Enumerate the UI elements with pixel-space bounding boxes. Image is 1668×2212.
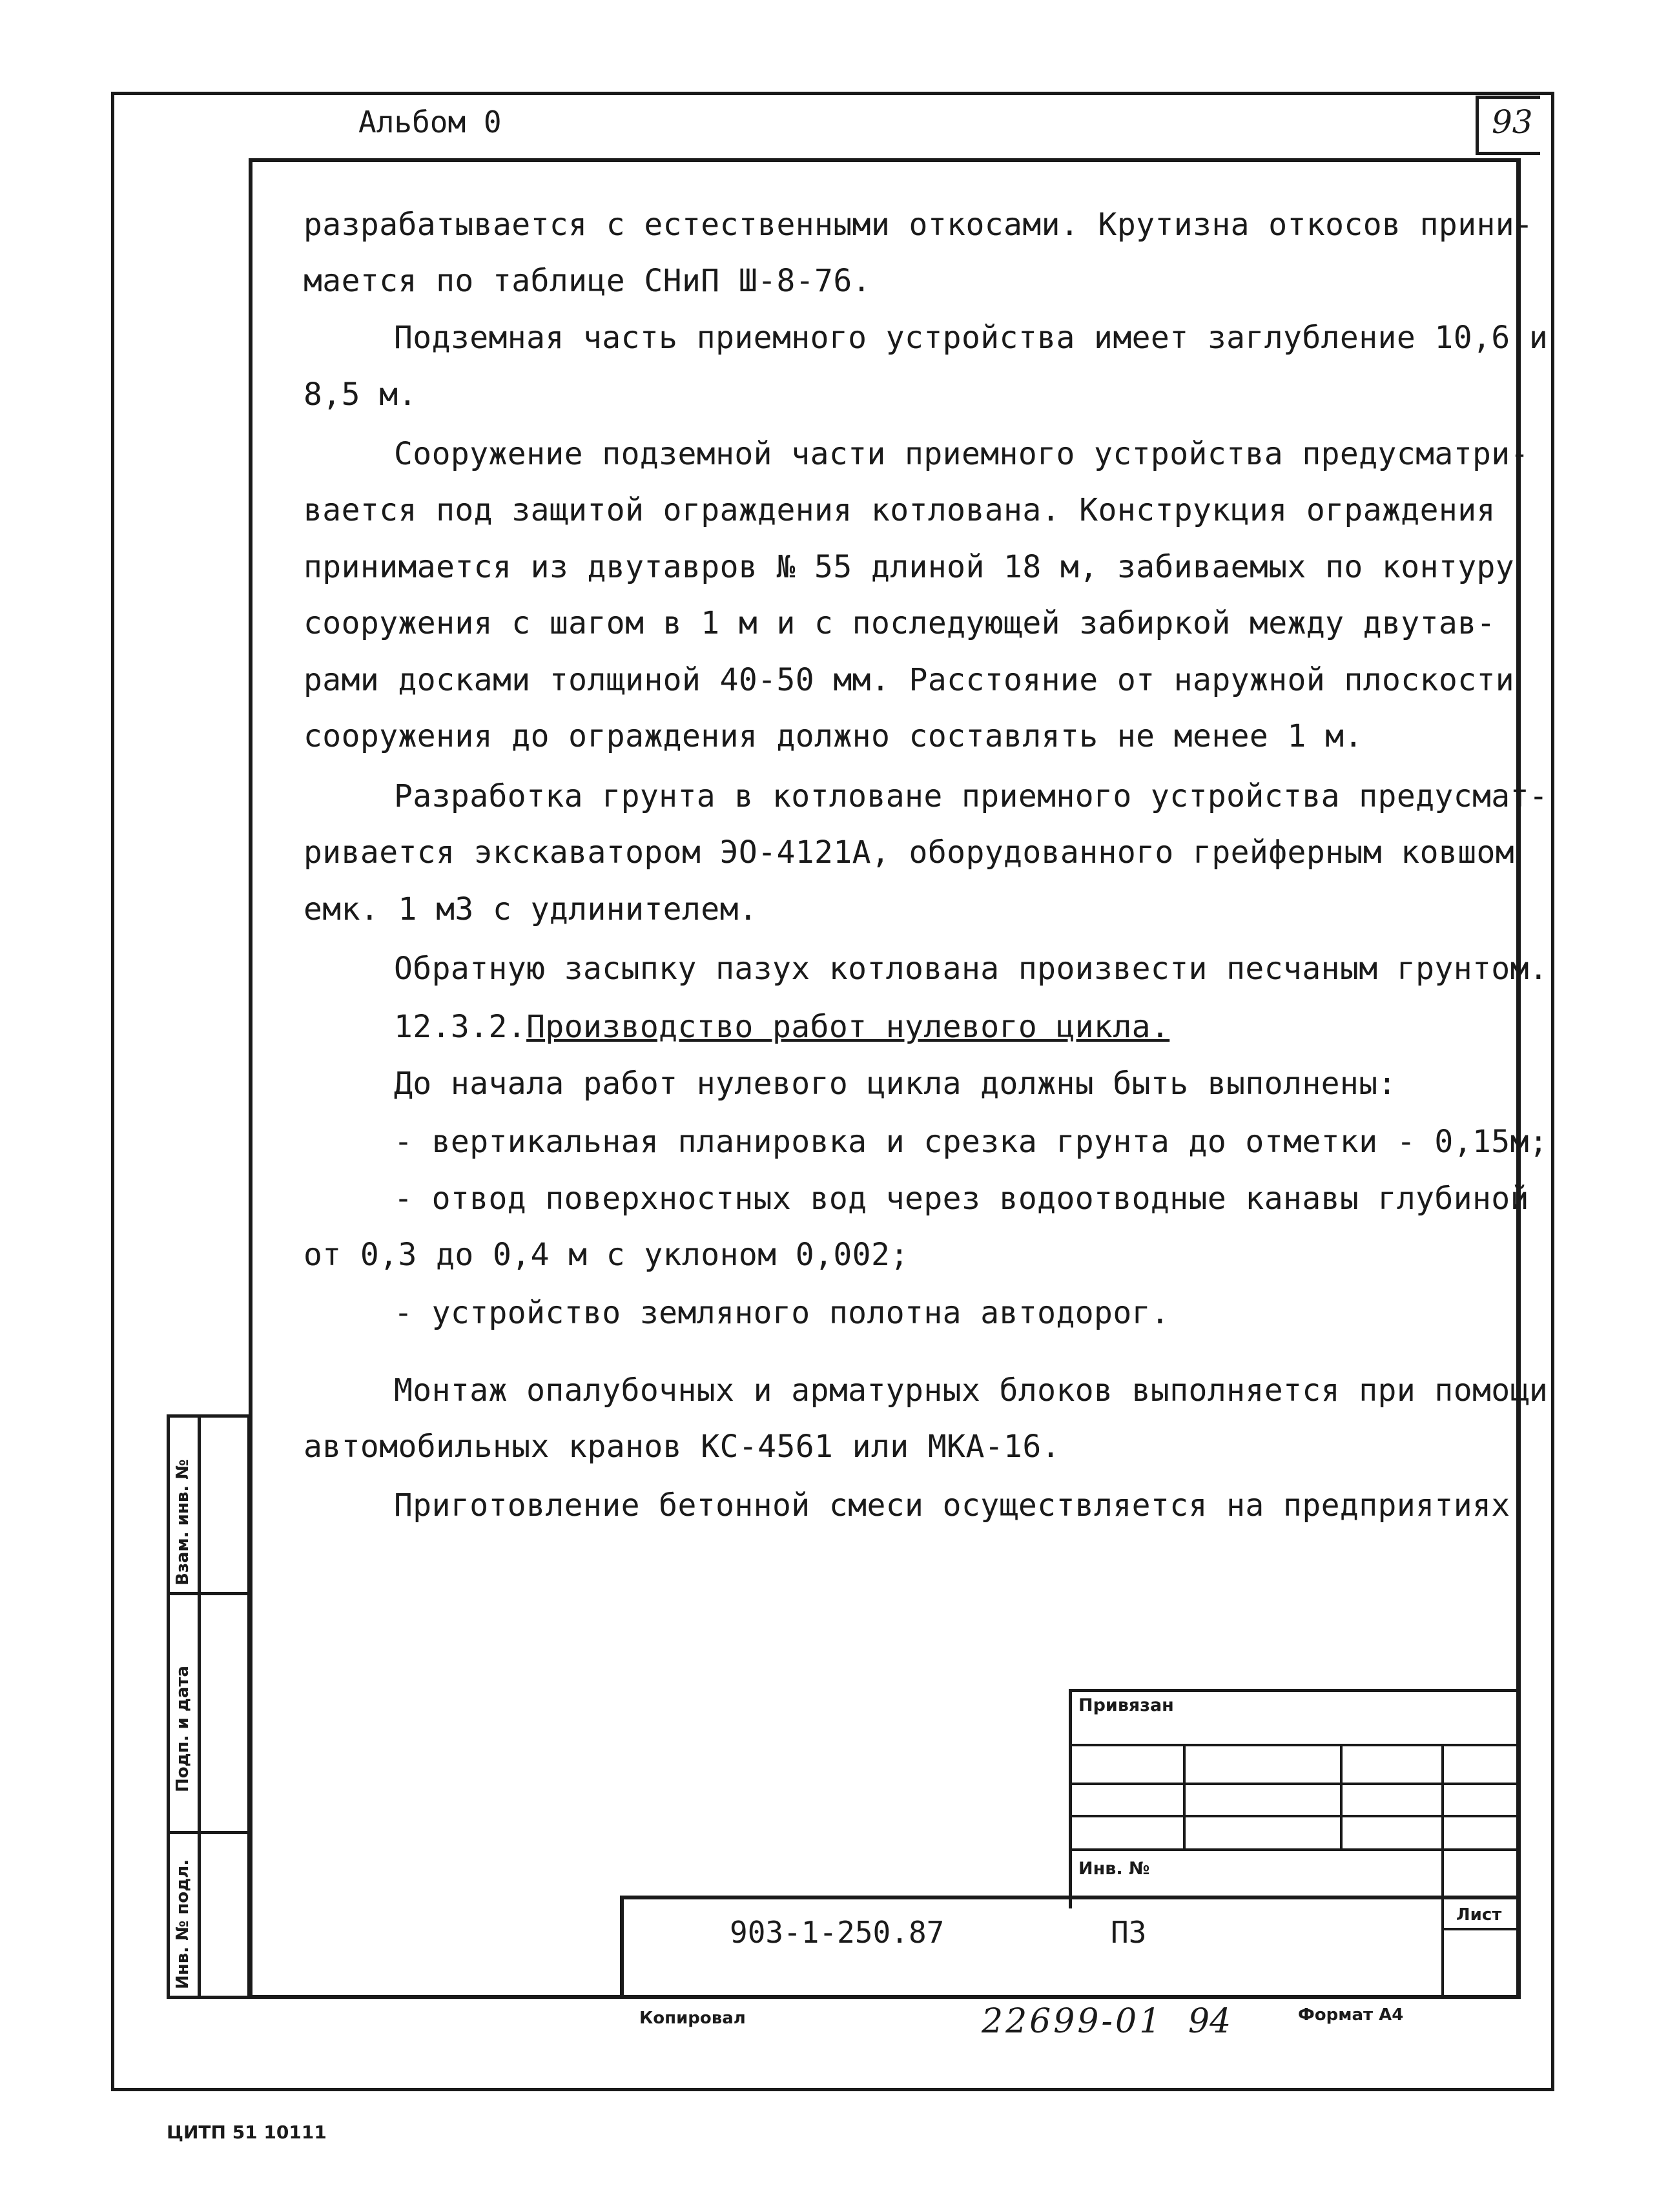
vzam-inv-label: Взам. инв. № bbox=[173, 1459, 192, 1586]
document-type: ПЗ bbox=[1111, 1915, 1147, 1950]
title-block-line bbox=[1069, 1783, 1521, 1785]
order-number: 22699-01 bbox=[982, 2002, 1164, 2041]
section-title: Производство работ нулевого цикла. bbox=[526, 1009, 1170, 1045]
text-line: Обратную засыпку пазух котлована произвести песчаным грунтом. bbox=[394, 951, 1549, 987]
inv-podl-label: Инв. № подл. bbox=[173, 1859, 192, 1989]
text-line: сооружения до ограждения должно составлять не менее 1 м. bbox=[304, 718, 1363, 754]
text-line: Сооружение подземной части приемного устройства предусматри- bbox=[394, 436, 1529, 472]
podp-data-label: Подп. и дата bbox=[173, 1666, 192, 1792]
title-block-line bbox=[1069, 1815, 1521, 1817]
list-item: - устройство земляного полотна автодорог. bbox=[394, 1295, 1170, 1331]
privyazan-label: Привязан bbox=[1078, 1695, 1174, 1715]
list-item: - отвод поверхностных вод через водоотводные канавы глубиной bbox=[394, 1181, 1529, 1217]
title-block-line bbox=[1441, 1928, 1521, 1930]
text-line: автомобильных кранов КС-4561 или МКА-16. bbox=[304, 1429, 1060, 1465]
text-line: принимается из двутавров № 55 длиной 18 м, забиваемых по контуру bbox=[304, 549, 1515, 585]
section-number: 12.3.2. bbox=[394, 1009, 527, 1045]
document-code: 903-1-250.87 bbox=[730, 1915, 945, 1950]
side-stamp-divider bbox=[167, 1592, 251, 1595]
format-label: Формат А4 bbox=[1298, 2005, 1404, 2025]
text-line: ривается экскаватором ЭО-4121А, оборудованного грейферным ковшом bbox=[304, 834, 1515, 871]
title-block-line bbox=[1069, 1848, 1521, 1851]
text-line: разрабатывается с естественными откосами. Крутизна откосов прини- bbox=[304, 207, 1534, 243]
text-line: от 0,3 до 0,4 м с уклоном 0,002; bbox=[304, 1237, 909, 1273]
text-line: емк. 1 м3 с удлинителем. bbox=[304, 891, 758, 927]
album-title: Альбом 0 bbox=[358, 105, 502, 140]
title-block-line bbox=[1441, 1744, 1444, 1896]
side-stamp-divider bbox=[167, 1831, 251, 1834]
text-line: рами досками толщиной 40-50 мм. Расстояние от наружной плоскости bbox=[304, 662, 1515, 698]
text-line: вается под защитой ограждения котлована. Конструкция ограждения bbox=[304, 492, 1496, 528]
title-block-line bbox=[1069, 1744, 1521, 1746]
list-item: - вертикальная планировка и срезка грунта до отметки - 0,15м; bbox=[394, 1124, 1549, 1160]
list-label: Лист bbox=[1456, 1905, 1502, 1925]
text-line: Подземная часть приемного устройства имеет заглубление 10,6 и bbox=[394, 320, 1549, 356]
page-number: 93 bbox=[1492, 103, 1533, 141]
text-line: 8,5 м. bbox=[304, 377, 417, 413]
kopiroval-label: Копировал bbox=[639, 2009, 746, 2028]
text-line: До начала работ нулевого цикла должны быть выполнены: bbox=[394, 1066, 1397, 1102]
sheet-number: 94 bbox=[1188, 2002, 1231, 2041]
text-line: Приготовление бетонной смеси осуществляется на предприятиях bbox=[394, 1487, 1510, 1524]
side-stamp-divider bbox=[198, 1414, 201, 1999]
citp-stamp: ЦИТП 51 10111 bbox=[167, 2122, 327, 2143]
text-line: Разработка грунта в котловане приемного устройства предусмат- bbox=[394, 778, 1549, 814]
title-block-line bbox=[1183, 1744, 1186, 1848]
inv-no-label: Инв. № bbox=[1078, 1859, 1150, 1879]
title-block-line bbox=[1441, 1896, 1444, 1999]
text-line: мается по таблице СНиП Ш-8-76. bbox=[304, 263, 871, 299]
text-line: сооружения с шагом в 1 м и с последующей забиркой между двутав- bbox=[304, 605, 1496, 641]
text-line: Монтаж опалубочных и арматурных блоков выполняется при помощи bbox=[394, 1372, 1549, 1409]
section-heading bbox=[394, 1009, 1169, 1045]
title-block-line bbox=[1340, 1744, 1343, 1848]
